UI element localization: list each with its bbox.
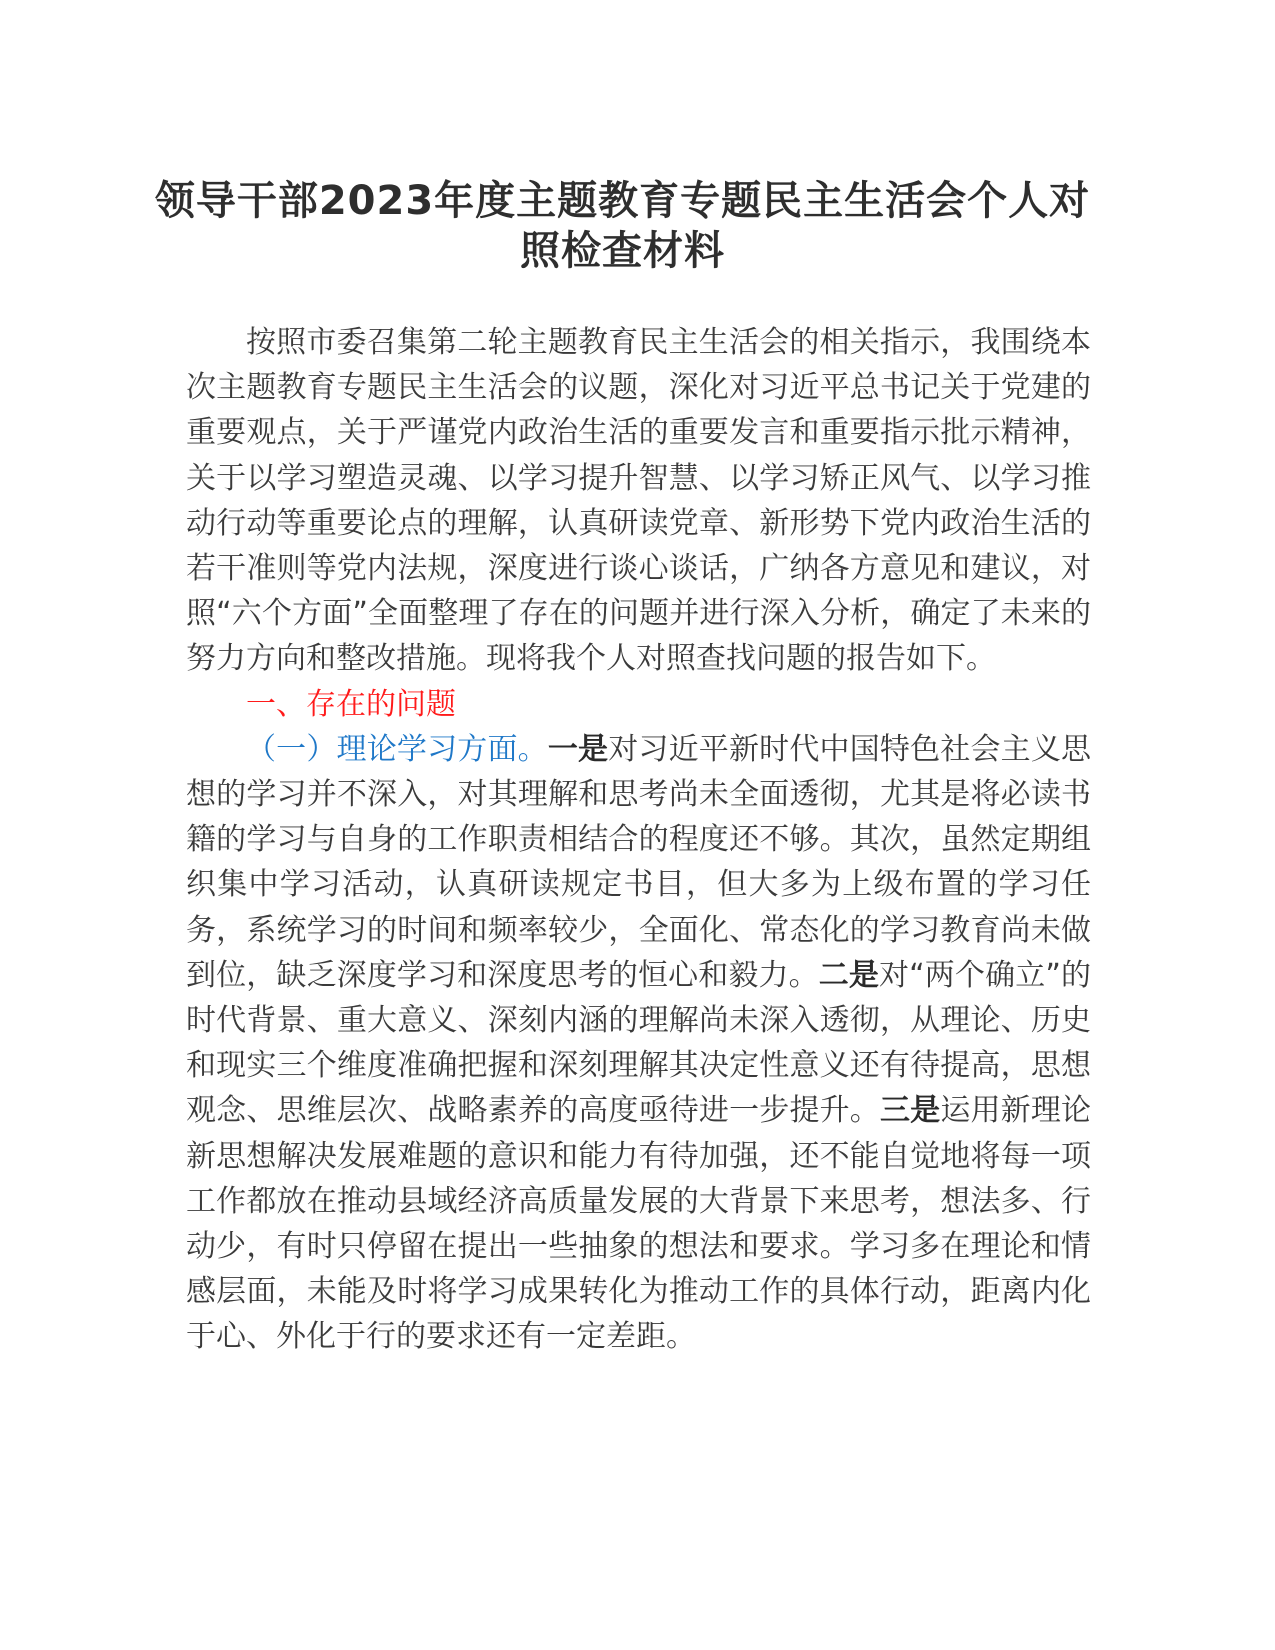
point-label-1: 一是 [547, 731, 609, 767]
section-heading-problems: 一、存在的问题 [246, 686, 456, 722]
theory-study-paragraph [186, 727, 1091, 1360]
point-text-1: 对习近平新时代中国特色社会主义思想的学习并不深入，对其理解和思考尚未全面透彻，尤其是将必读书籍的学习与自身的工作职责相结合的程度还不够。其次，虽然定期组织集中学习活动，认真研读规定书目，但大多为上级布置的学习任务，系统学习的时间和频率较少，全面化、常态化的学习教育尚未做到位，缺乏深度学习和深度思考的恒心和毅力。 [186, 731, 1092, 993]
intro-paragraph: 按照市委召集第二轮主题教育民主生活会的相关指示，我围绕本次主题教育专题民主生活会的议题，深化对习近平总书记关于党建的重要观点，关于严谨党内政治生活的重要发言和重要指示批示精神，关于以学习塑造灵魂、以学习提升智慧、以学习矫正风气、以学习推动行动等重要论点的理解，认真研读党章、新形势下党内政治生活的若干准则等党内法规，深度进行谈心谈话，广纳各方意见和建议，对照“六个方面”全面整理了存在的问题并进行深入分析，确定了未来的努力方向和整改措施。现将我个人对照查找问题的报告如下。 [186, 325, 1091, 677]
point-text-3: 运用新理论新思想解决发展难题的意识和能力有待加强，还不能自觉地将每一项工作都放在推动县域经济高质量发展的大背景下来思考，想法多、行动少，有时只停留在提出一些抽象的想法和要求。学习多在理论和情感层面，未能及时将学习成果转化为推动工作的具体行动，距离内化于心、外化于行的要求还有一定差距。 [186, 1093, 1092, 1355]
point-label-2: 二是 [818, 957, 879, 993]
point-label-3: 三是 [879, 1093, 941, 1129]
document-title: 领导干部2023年度主题教育专题民主生活会个人对照检查材料 [154, 178, 1091, 274]
subsection-heading-theory: （一）理论学习方面。 [246, 731, 548, 767]
document-body [186, 320, 1091, 1360]
point-text-2: 对“两个确立”的时代背景、重大意义、深刻内涵的理解尚未深入透彻，从理论、历史和现实三个维度准确把握和深刻理解其决定性意义还有待提高，思想观念、思维层次、战略素养的高度亟待进一步提升。 [186, 957, 1091, 1129]
